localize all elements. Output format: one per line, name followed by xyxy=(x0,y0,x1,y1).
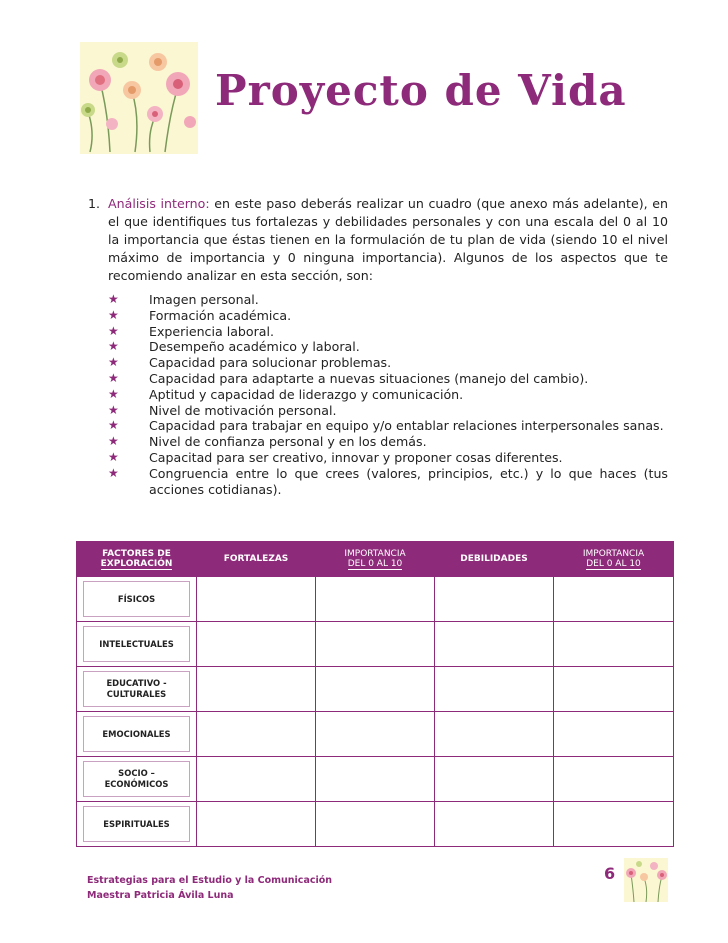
page-title: Proyecto de Vida xyxy=(215,66,627,115)
list-item: ★ Aptitud y capacidad de liderazgo y comunicación. xyxy=(108,386,464,402)
flowers-small-icon xyxy=(624,858,668,902)
header-importancia-debilidades: IMPORTANCIA DEL 0 AL 10 xyxy=(554,542,674,577)
factor-fisicos: FÍSICOS xyxy=(77,577,197,622)
star-icon: ★ xyxy=(108,355,119,370)
list-item: ★ Capacidad para solucionar problemas. xyxy=(108,355,392,371)
flowers-icon xyxy=(80,42,198,154)
header-importancia-fortalezas: IMPORTANCIA DEL 0 AL 10 xyxy=(316,542,435,577)
cell-debilidades[interactable] xyxy=(435,622,554,667)
cell-debilidades[interactable] xyxy=(435,802,554,847)
list-item: ★ Capacidad para adaptarte a nuevas situaciones (manejo del cambio). xyxy=(108,370,589,386)
cell-importancia-fortalezas[interactable] xyxy=(316,622,435,667)
star-icon: ★ xyxy=(108,465,119,480)
cell-importancia-debilidades[interactable] xyxy=(554,577,674,622)
header-factores: FACTORES DE EXPLORACIÓN xyxy=(77,542,197,577)
star-icon: ★ xyxy=(108,418,119,433)
cell-importancia-fortalezas[interactable] xyxy=(316,667,435,712)
star-icon: ★ xyxy=(108,339,119,354)
list-item: ★ Nivel de motivación personal. xyxy=(108,402,337,418)
list-item: ★ Capacidad para trabajar en equipo y/o entablar relaciones interpersonales sanas. xyxy=(108,418,664,434)
cell-importancia-fortalezas[interactable] xyxy=(316,757,435,802)
star-icon: ★ xyxy=(108,402,119,417)
star-icon: ★ xyxy=(108,370,119,385)
cell-debilidades[interactable] xyxy=(435,577,554,622)
list-item: ★ Desempeño académico y laboral. xyxy=(108,339,360,355)
star-icon: ★ xyxy=(108,323,119,338)
cell-fortalezas[interactable] xyxy=(197,712,316,757)
header-fortalezas: FORTALEZAS xyxy=(197,542,316,577)
star-icon: ★ xyxy=(108,386,119,401)
table-row xyxy=(77,712,674,757)
intro-lead: Análisis interno: xyxy=(108,196,210,211)
star-icon: ★ xyxy=(108,292,119,306)
footer-author: Maestra Patricia Ávila Luna xyxy=(87,890,234,901)
table-row xyxy=(77,622,674,667)
cell-fortalezas[interactable] xyxy=(197,577,316,622)
cell-debilidades[interactable] xyxy=(435,667,554,712)
cell-importancia-fortalezas[interactable] xyxy=(316,577,435,622)
table-header-row xyxy=(77,542,674,577)
list-item: ★ Capacitad para ser creativo, innovar y proponer cosas diferentes. xyxy=(108,449,563,465)
analysis-table xyxy=(76,541,674,847)
star-icon: ★ xyxy=(108,434,119,449)
cell-importancia-debilidades[interactable] xyxy=(554,622,674,667)
list-item: ★ Experiencia laboral. xyxy=(108,323,275,339)
flowers-illustration-top xyxy=(80,42,198,154)
cell-fortalezas[interactable] xyxy=(197,622,316,667)
list-item: ★ Congruencia entre lo que crees (valores, principios, etc.) y lo que haces (tus acciones cotidianas). xyxy=(108,465,668,497)
cell-fortalezas[interactable] xyxy=(197,802,316,847)
star-icon: ★ xyxy=(108,307,119,322)
list-item: ★ Formación académica. xyxy=(108,307,292,323)
cell-debilidades[interactable] xyxy=(435,757,554,802)
table-row xyxy=(77,667,674,712)
star-icon: ★ xyxy=(108,449,119,464)
footer-course: Estrategias para el Estudio y la Comunicación xyxy=(87,875,333,886)
factor-espirituales: ESPIRITUALES xyxy=(77,802,197,847)
cell-importancia-fortalezas[interactable] xyxy=(316,802,435,847)
aspects-list xyxy=(100,292,668,497)
factor-educativo-culturales: EDUCATIVO - CULTURALES xyxy=(77,667,197,712)
cell-importancia-debilidades[interactable] xyxy=(554,712,674,757)
cell-fortalezas[interactable] xyxy=(197,757,316,802)
cell-importancia-debilidades[interactable] xyxy=(554,667,674,712)
cell-debilidades[interactable] xyxy=(435,712,554,757)
intro-paragraph xyxy=(88,195,668,285)
factor-emocionales: EMOCIONALES xyxy=(77,712,197,757)
cell-fortalezas[interactable] xyxy=(197,667,316,712)
factor-socio-economicos: SOCIO – ECONÓMICOS xyxy=(77,757,197,802)
footer xyxy=(87,873,332,903)
cell-importancia-fortalezas[interactable] xyxy=(316,712,435,757)
factor-intelectuales: INTELECTUALES xyxy=(77,622,197,667)
table-row xyxy=(77,802,674,847)
flowers-illustration-bottom xyxy=(624,858,668,902)
cell-importancia-debilidades[interactable] xyxy=(554,802,674,847)
page-number: 6 xyxy=(604,864,616,883)
list-item: ★ Nivel de confianza personal y en los demás. xyxy=(108,434,427,450)
intro-text: en este paso deberás realizar un cuadro (que anexo más adelante), en el que identifiques tus fortalezas y debilidades personales y con una escala del 0 al 10 la importancia que éstas tienen en la formulación de tu plan de vida (siendo 10 el nivel máximo de importancia y 0 ninguna importancia). Algunos de los aspectos que te recomiendo analizar en esta sección, son: xyxy=(108,196,668,283)
list-number: 1. xyxy=(88,196,101,211)
cell-importancia-debilidades[interactable] xyxy=(554,757,674,802)
list-item: ★ Imagen personal. xyxy=(108,292,259,307)
table-row xyxy=(77,757,674,802)
header-debilidades: DEBILIDADES xyxy=(435,542,554,577)
table-row xyxy=(77,577,674,622)
